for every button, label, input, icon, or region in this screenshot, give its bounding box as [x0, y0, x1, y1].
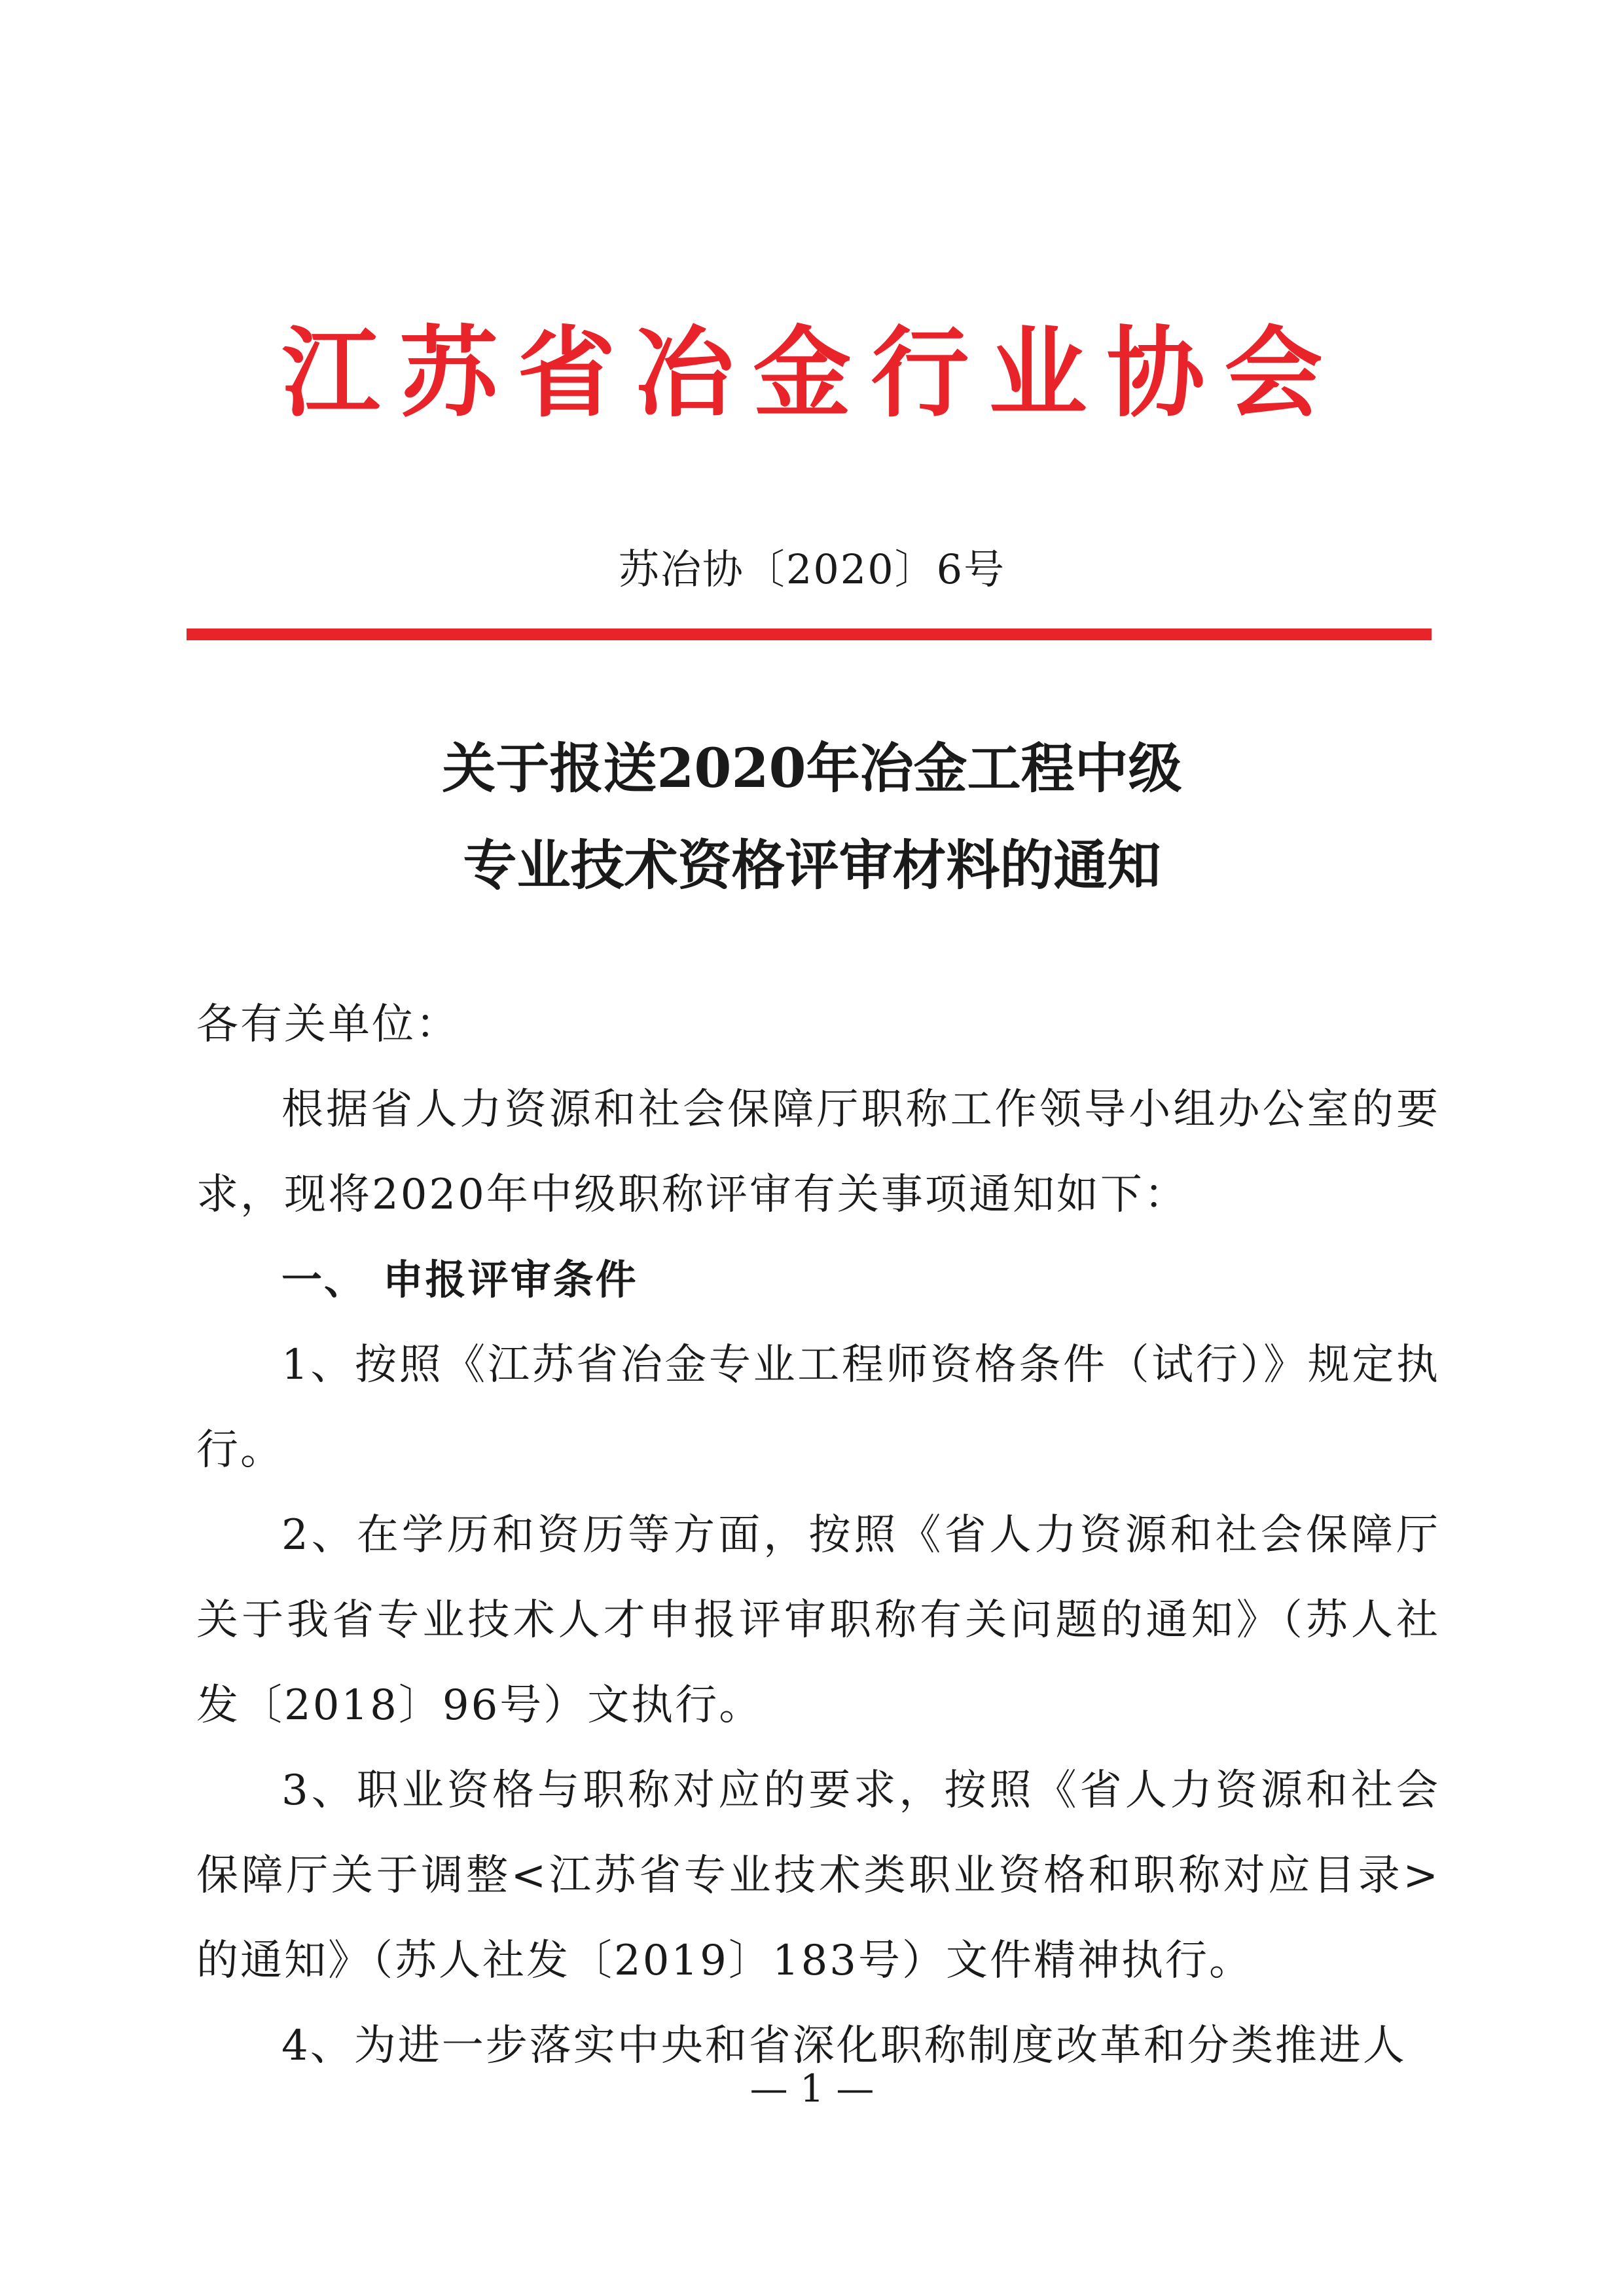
- list-item-1: 1、按照《江苏省冶金专业工程师资格条件（试行）》规定执行。: [196, 1341, 1440, 1474]
- notice-body: [196, 982, 1440, 2088]
- organization-letterhead: 江苏省冶金行业协会: [281, 316, 1343, 431]
- red-divider-rule: [187, 629, 1432, 640]
- document-number: 苏冶协〔2020〕6号: [618, 545, 1006, 593]
- list-item-4: 4、为进一步落实中央和省深化职称制度改革和分类推进人: [281, 2022, 1407, 2070]
- list-item-2: 2、在学历和资历等方面，按照《省人力资源和社会保障厅关于我省专业技术人才申报评审职称有关问题的通知》（苏人社发〔2018〕96号）文执行。: [196, 1511, 1440, 1730]
- salutation: 各有关单位：: [196, 1000, 460, 1049]
- list-item-3: 3、职业资格与职称对应的要求，按照《省人力资源和社会保障厅关于调整<江苏省专业技术类职业资格和职称对应目录>的通知》（苏人社发〔2019〕183号）文件精神执行。: [196, 1766, 1440, 1985]
- section-heading-1: 一、 申报评审条件: [281, 1256, 638, 1303]
- notice-title-line-1: 关于报送2020年冶金工程中级: [442, 737, 1182, 800]
- page-number: — 1 —: [749, 2066, 875, 2111]
- intro-paragraph: 根据省人力资源和社会保障厅职称工作领导小组办公室的要求，现将2020年中级职称评审有关事项通知如下：: [196, 1085, 1440, 1219]
- notice-title-line-2: 专业技术资格评审材料的通知: [463, 834, 1161, 897]
- notice-title: [0, 720, 1624, 914]
